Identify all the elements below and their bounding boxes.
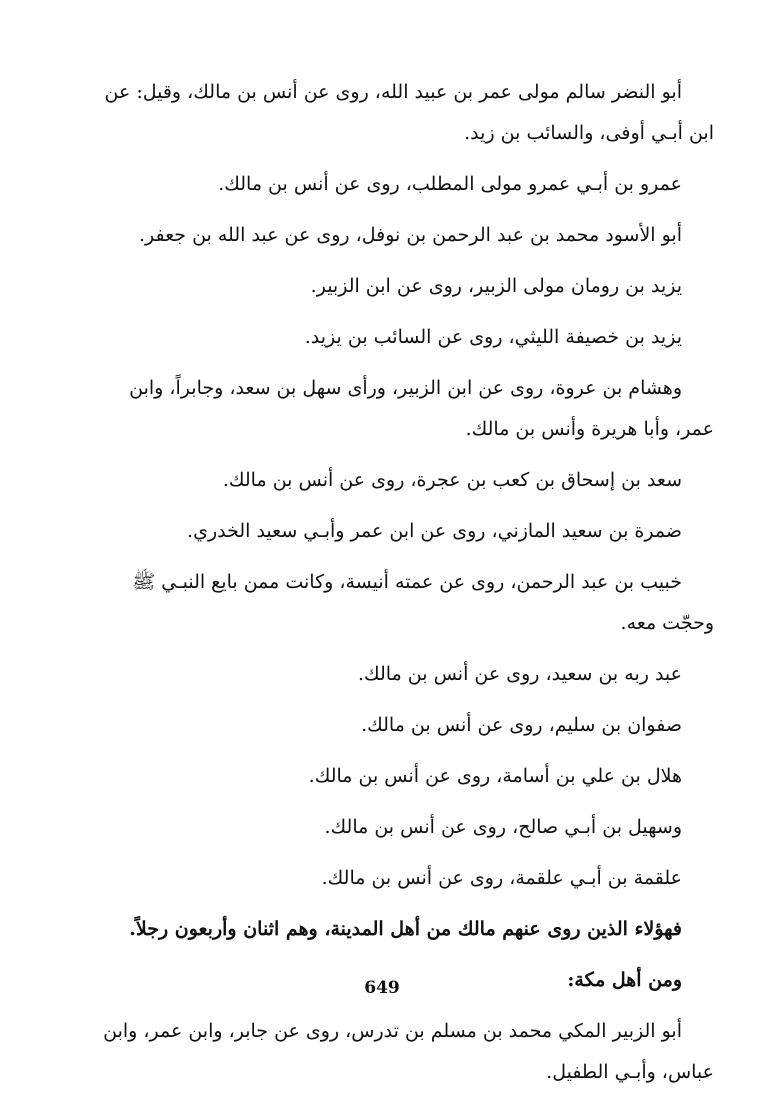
paragraph-text: ومن أهل مكة: [567, 969, 682, 991]
paragraph-17 [100, 1011, 714, 1093]
paragraph-text: عبد ربه بن سعيد، روى عن أنس بن مالك. [357, 663, 682, 685]
paragraph-text: عمرو بن أبـي عمرو مولى المطلب، روى عن أنس بن مالك. [218, 173, 682, 195]
paragraph-text: علقمة بن أبـي علقمة، روى عن أنس بن مالك. [321, 867, 682, 889]
paragraph-1 [100, 72, 714, 154]
paragraph-14 [100, 858, 714, 899]
paragraph-text: فهؤلاء الذين روى عنهم مالك من أهل المدينة، وهم اثنان وأربعون رجلاً. [129, 918, 682, 940]
paragraph-9 [100, 562, 714, 644]
paragraph-text: يزيد بن رومان مولى الزبير، روى عن ابن الزبير. [310, 275, 682, 297]
paragraph-10 [100, 654, 714, 695]
paragraph-text: هلال بن علي بن أسامة، روى عن أنس بن مالك. [308, 765, 682, 787]
paragraph-text: صفوان بن سليم، روى عن أنس بن مالك. [361, 714, 682, 736]
paragraph-text: سعد بن إسحاق بن كعب بن عجرة، روى عن أنس بن مالك. [222, 469, 682, 491]
paragraph-13 [100, 807, 714, 848]
page-number: 649 [364, 978, 400, 998]
page-body [100, 72, 714, 1103]
paragraph-text: أبو الأسود محمد بن عبد الرحمن بن نوفل، روى عن عبد الله بن جعفر. [138, 224, 682, 246]
paragraph-text: يزيد بن خصيفة الليثي، روى عن السائب بن يزيد. [304, 326, 682, 348]
paragraph-15 [100, 909, 714, 950]
paragraph-8 [100, 511, 714, 552]
paragraph-text: وهشام بن عروة، روى عن ابن الزبير، ورأى سهل بن سعد، وجابراً، وابن عمر، وأبا هريرة وأنس بن مالك. [129, 377, 714, 440]
paragraph-7 [100, 460, 714, 501]
paragraph-11 [100, 705, 714, 746]
paragraph-text: أبو النضر سالم مولى عمر بن عبيد الله، روى عن أنس بن مالك، وقيل: عن ابن أبـي أوفى، والسائب بن زيد. [104, 81, 714, 144]
paragraph-4 [100, 266, 714, 307]
paragraph-6 [100, 368, 714, 450]
paragraph-2 [100, 164, 714, 205]
paragraph-text: ضمرة بن سعيد المازني، روى عن ابن عمر وأبـي سعيد الخدري. [187, 520, 682, 542]
paragraph-text: أبو الزبير المكي محمد بن مسلم بن تدرس، روى عن جابر، وابن عمر، وابن عباس، وأبـي الطفيل. [103, 1020, 714, 1083]
paragraph-text: خبيب بن عبد الرحمن، روى عن عمته أنيسة، وكانت ممن بايع النبـي ﷺ وحجّت معه. [132, 571, 714, 634]
paragraph-12 [100, 756, 714, 797]
paragraph-3 [100, 215, 714, 256]
paragraph-text: وسهيل بن أبـي صالح، روى عن أنس بن مالك. [324, 816, 682, 838]
paragraph-5 [100, 317, 714, 358]
